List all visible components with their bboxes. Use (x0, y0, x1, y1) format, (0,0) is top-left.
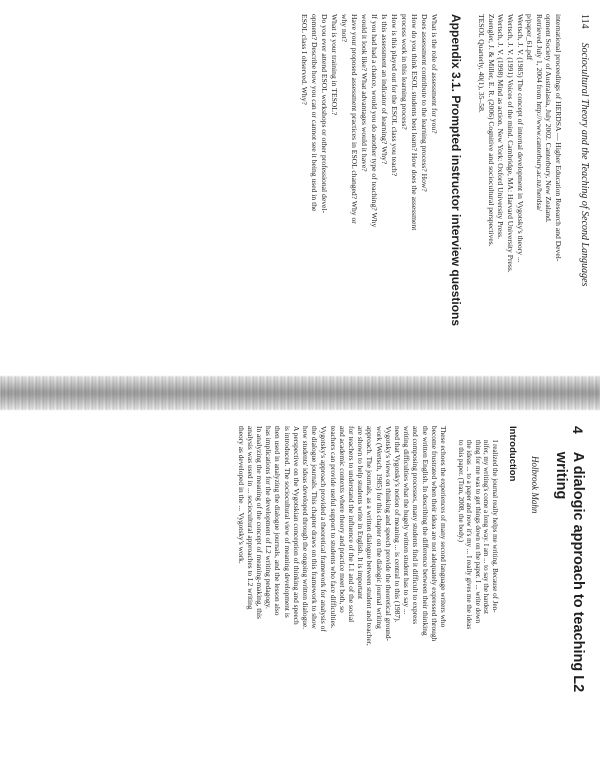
question-line: What is your training in TESOL? (329, 14, 339, 116)
reference-line: Wertsch, J. V. (1991) Voices of the mind. Cambridge, MA: Harvard University Press. (506, 14, 516, 273)
chapter-title (552, 452, 586, 692)
body-line: theory as developed in the ... Vygotsky's work. (236, 426, 246, 564)
right-page (0, 410, 600, 776)
page-number: 114 (579, 14, 590, 29)
body-line: is introduced. The sociocultural view of meaning development is (282, 426, 292, 618)
reference-line: Wertsch, J. V. (1998) Mind as action. New York: Oxford University Press. (496, 14, 506, 240)
body-line: A perspective on the Vygotskian conception of thinking and speech (291, 426, 301, 625)
body-line: approach. The journals, as a written dialogue between student and teacher, (365, 426, 375, 646)
body-line: the written English. In describing the difference between their thinking (420, 426, 430, 636)
reference-line: p/paper_61.pdf (525, 14, 535, 61)
body-line: need that Vygotsky's notion of meaning ... is central to this (1987). (393, 426, 403, 623)
binding-gutter (0, 376, 600, 410)
reference-line: Zuengler, J. & Miller, E. R. (2006) Cognitive and sociocultural perspectives. (486, 14, 496, 247)
body-line: and composing processes, many students find it difficult to express (411, 426, 421, 625)
chapter-author: Holbrook Mahn (530, 456, 540, 514)
question-line: Have your proposed assessment practices in ESOL changed? Why or (349, 14, 359, 224)
epigraph-line: to this paper. (Tran, 2008, the body.) (456, 440, 465, 542)
body-line: In analyzing the meaning of the concept of meaning-making, this (254, 426, 264, 619)
running-head (579, 14, 590, 362)
appendix-heading: Appendix 3.1. Prompted instructor interview questions (448, 14, 463, 327)
chapter-title-line: A dialogic approach to teaching L2 (570, 451, 586, 693)
reference-line: TESOL Quarterly, 40(1), 35–58. (477, 14, 487, 113)
body-text (236, 426, 448, 762)
reference-line: Wertsch, J. V. (1985) The concept of internal development in Vygotsky's theory ... (515, 14, 525, 263)
question-line: Do you ever attend ESOL workshops or other professional devel- (319, 14, 329, 214)
question-line: How do you think ESOL students best learn? How does the assessment (409, 14, 419, 231)
question-line: opment? Describe how you can or cannot see it being used in the (309, 14, 319, 212)
body-line: analysis was used in ... sociocultural approaches to L2 writing (245, 426, 255, 610)
question-line: Is this assessment an indicator of learning? Why? (379, 14, 389, 165)
epigraph-line: nifer, my writing's come a long way. I am ... to say the hardest (482, 440, 491, 614)
body-line: are shown to help students write in English. It is important (356, 426, 366, 600)
body-line: work (Wertsch, 1985) for this chapter on the dialogic journal writing (374, 426, 384, 629)
epigraph (456, 426, 499, 762)
body-line: These echoes the experiences of many second language writers who (439, 426, 449, 628)
question-line: ESOL class I observed. Why? (299, 14, 309, 105)
section-heading: Introduction (507, 426, 518, 482)
body-line: for teachers to understand the influence of the L1 and of the social (347, 426, 356, 623)
question-line: would it look like? What advantages would it have? (359, 14, 369, 172)
chapter-header (552, 426, 586, 762)
body-line: Vygotsky's approach provided a theoretical framework for analysis of (319, 426, 329, 632)
reference-line: Retrieved July 1, 2004 from http://www.canterbury.ac.nz/herdsa/ (534, 14, 544, 212)
chapter-number: 4 (570, 426, 586, 434)
chapter-title-line: writing (553, 451, 569, 500)
body-line: has implications for the development of L2 writing pedagogy. (264, 426, 274, 609)
question-line: If you had had a chance, would you do another type of teaching? Why (369, 14, 379, 228)
epigraph-line: I realized the journal really helps me writing. Because of Jen- (491, 440, 499, 613)
question-line: process work in this learning process? (399, 14, 409, 130)
body-line: writing difficulties what the hugely written student has to say ... (402, 426, 412, 615)
body-line: the dialogue journals. This chapter draws on this framework to show (310, 426, 320, 629)
epigraph-line: thing for me was to get things down on the paper. I ... write down (473, 440, 482, 624)
question-list (299, 14, 439, 362)
body-line: how students' ideas developed through the ongoing written dialogue. (300, 426, 310, 630)
left-page (0, 0, 600, 376)
reference-line: international proceedings of HERDSA — Higher Education Research and Devel- (554, 14, 563, 262)
running-head-title: Sociocultural Theory and the Teaching of Second Languages (579, 42, 590, 287)
body-line: become frustrated when their ideas are not adequately expressed through (429, 426, 439, 642)
body-line: Vygotsky's views on thinking and speech provide the theoretical ground- (383, 426, 393, 641)
epigraph-line: the ideas ... to a paper and now it's my ... I really gives me the ideas (465, 440, 474, 630)
question-line: why not? (339, 14, 349, 43)
question-line: How is this played out for the ESOL class you teach? (389, 14, 399, 177)
reference-line: opment Society of Australasia, July 2002. Canterbury, New Zealand. (544, 14, 554, 223)
question-line: Does assessment contribute to the learning process? How? (419, 14, 429, 192)
question-line: What is the role of assessment for you? (429, 14, 439, 134)
body-line: and academic contexts where theory and practice meet both, so (337, 426, 347, 613)
body-line: then used in analyzing the dialogue journals, and the lesson also (273, 426, 283, 616)
body-line: teachers can provide useful support to students who face difficulties. (328, 426, 338, 629)
reference-list (477, 14, 563, 362)
